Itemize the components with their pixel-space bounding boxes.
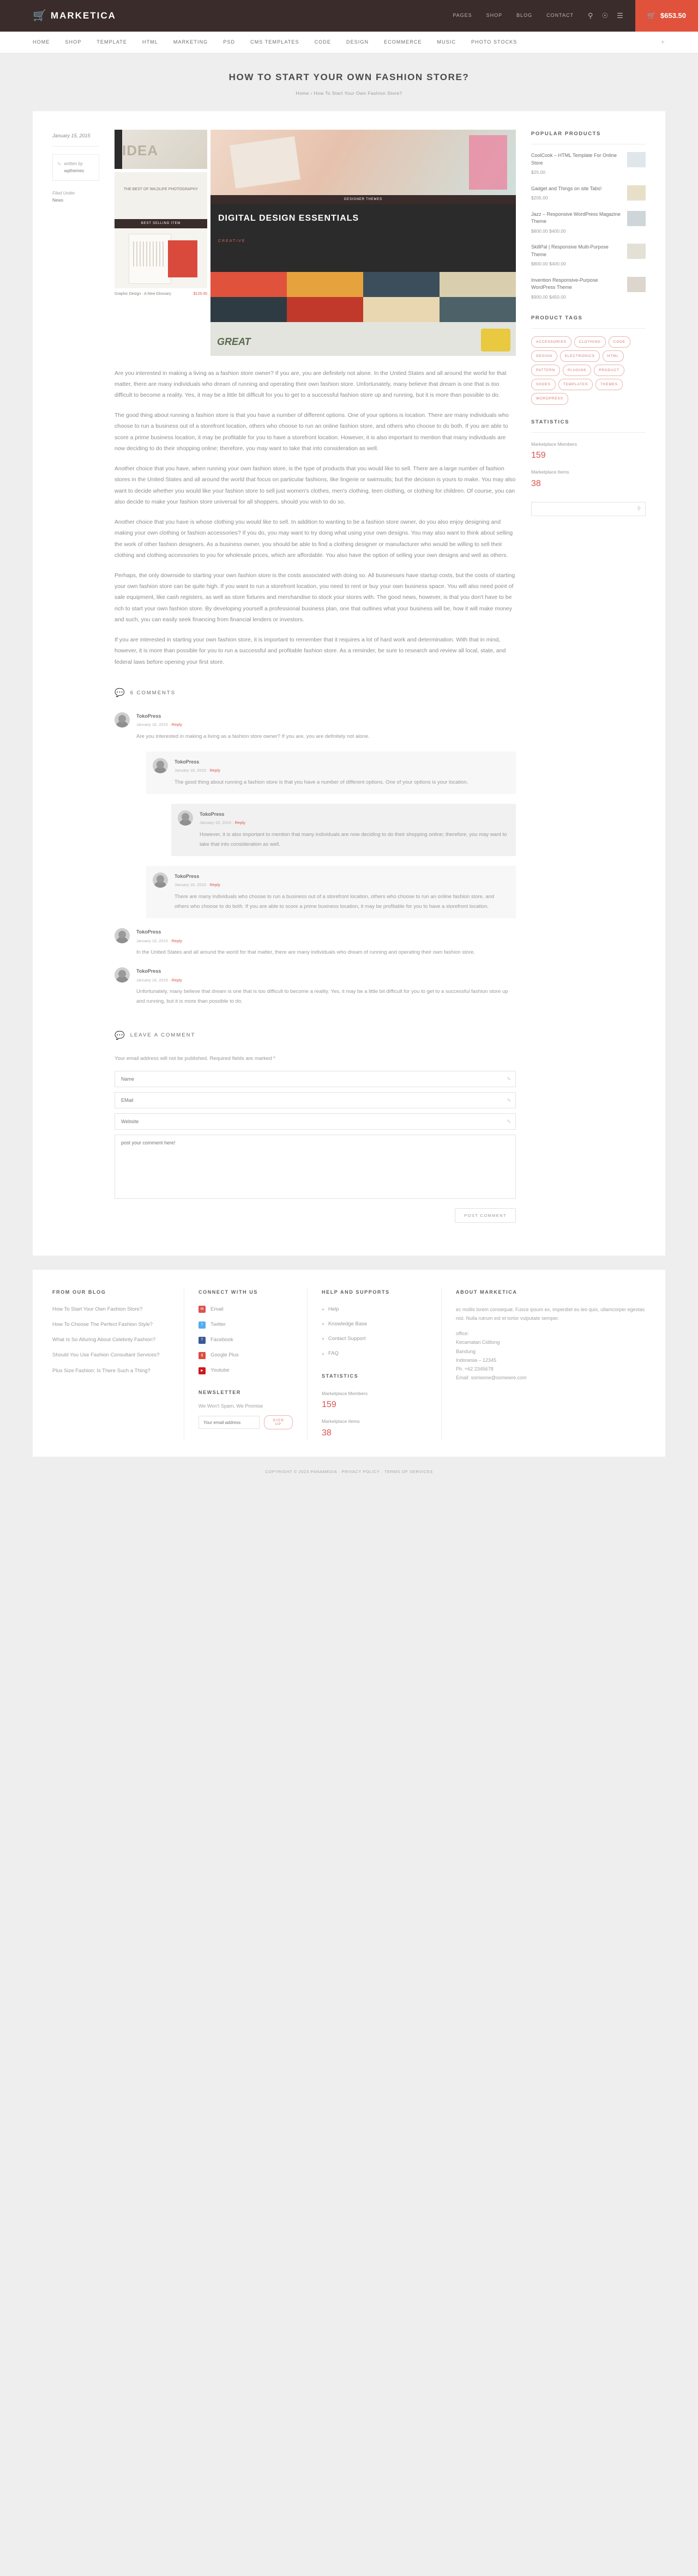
tag-themes[interactable]: THEMES [595,379,623,390]
sidebar [531,130,646,1222]
collage-product-name[interactable]: Graphic Design - A New Glossary [115,292,171,296]
post-author-box [52,154,99,181]
great-text: GREAT [217,336,251,347]
nav-item-template[interactable]: TEMPLATE [97,39,127,45]
collage-column-left [115,130,207,355]
comment-icon: 💬 [115,1031,125,1040]
nav-item-home[interactable]: HOME [33,39,50,45]
stat-value-items: 38 [531,478,541,488]
collage-image-digital-design[interactable] [210,204,516,272]
creative-label: CREATIVE [218,239,246,243]
nav-item-design[interactable]: DESIGN [346,39,369,45]
twitter-icon: t [198,1322,206,1329]
newsletter-signup-button[interactable]: SIGN UP [264,1415,293,1429]
comment-reply-link[interactable]: Reply [209,768,220,773]
social-label: Facebook [210,1337,233,1343]
help-link-knowledge-base[interactable] [322,1320,427,1329]
bullet-icon: ● [322,1322,324,1327]
cart-icon: 🛒 [647,11,656,20]
main-nav [0,32,698,53]
pencil-icon: ✎ [507,1098,511,1104]
collage-image-great[interactable] [210,322,516,356]
footer [33,1270,665,1457]
user-icon[interactable]: ☉ [601,11,609,20]
avatar [153,872,168,888]
name-input[interactable] [115,1071,516,1087]
comment-author[interactable]: TokoPress [200,811,225,817]
tag-design[interactable]: DESIGN [531,350,557,362]
footer-address-line1: Kecamatan Cidilong [456,1339,500,1345]
page-header [0,53,698,111]
product-thumbnail [627,244,646,259]
collage-image-swatches[interactable] [210,272,516,322]
footer-connect-title: CONNECT WITH US [198,1289,258,1295]
footer-address-office: office: [456,1331,469,1337]
comment-item: TokoPress January 16, 2015 · Reply In the United States and all around the world for that matter, there are many individuals who dream of running and operating their own fashion store. [115,928,516,957]
footer-address-line2: Bandung [456,1348,476,1354]
footer-about-text: ec mollis lorem consequat. Fusce ipsum ex, imperdiet eu leo quis, ullamcorper egestas nisl. Nulla rutrum est et tortor vulputate semper. [456,1306,645,1322]
help-link-faq[interactable] [322,1349,427,1358]
post-category-box [52,190,99,204]
newsletter-email-input[interactable] [198,1416,260,1429]
facebook-icon: f [198,1337,206,1344]
newsletter-form [198,1415,293,1429]
pencil-icon: ✎ [507,1119,511,1125]
product-name: SkillPal | Responsive Multi-Purpose Theme [531,244,609,257]
footer-connect-column [184,1288,293,1440]
article-paragraph: If you are interested in starting your own fashion store, it is important to remember that it requires a lot of hard work and determination. With that in mind, however, it is more than possible for you to run a successful and profitable fashion store. As a reminder, be sure to research and review all local, state, and federal laws before opening your first store. [115,636,506,665]
top-nav-pages[interactable]: PAGES [453,13,472,19]
comment-reply-link[interactable]: Reply [209,882,220,888]
footer-blog-title: FROM OUR BLOG [52,1289,106,1295]
collage-product-price: $125.00 [193,292,207,296]
bullet-icon: ● [322,1351,324,1356]
social-label: Email [210,1306,224,1312]
tag-electronics[interactable]: ELECTRONICS [560,350,600,362]
comment-field-wrap [115,1135,516,1202]
social-twitter[interactable] [198,1320,293,1329]
footer-stat-value-members: 159 [322,1400,336,1410]
newsletter-note: We Won't Spam, We Promise [198,1403,263,1409]
product-thumbnail [627,152,646,167]
comment-item: TokoPress January 16, 2015 · Reply Are you interested in making a living as a fashion store owner? If you are, you are definitely not alone. [115,712,516,742]
help-link-label: Help [328,1306,339,1312]
breadcrumb: Home › How To Start Your Own Fashion Store? [296,90,402,96]
footer-help-column [307,1288,427,1440]
email-input[interactable] [115,1092,516,1108]
avatar [153,758,168,773]
collage-image-fashion[interactable] [210,130,516,195]
pencil-icon: ✎ [507,1076,511,1082]
mail-icon: ✉ [198,1306,206,1313]
collage-product-row [115,288,207,298]
article-paragraph: Another choice that you have, when running your own fashion store, is the type of products that you would like to sell. There are a large number of fashion stores in the United States and all around the world that focus on particular fashions, like lingerie or swimsuits; but the decision is yours to make. You may also want to decide whether you would like your fashion store to sell just women's clothes, men's clothing, teen clothing, or clothing for children. Of course, you can also decide to make your fashion store universal for all shoppers, should you wish to do so. [115,465,516,506]
popular-products-title: POPULAR PRODUCTS [531,130,646,144]
social-facebook[interactable] [198,1336,293,1344]
comment-item: TokoPress January 16, 2015 · Reply However, it is also important to mention that many individuals are now deciding to do their shopping online; therefore, you may want to take that into consideration as well. [171,804,516,856]
email-field-wrap [115,1092,516,1108]
help-link-label: Knowledge Base [328,1320,368,1327]
social-google-plus[interactable] [198,1351,293,1360]
tag-clothing[interactable]: CLOTHING [574,336,606,348]
footer-stat-label-items: Marketplace Items [322,1419,360,1425]
social-email[interactable] [198,1305,293,1314]
tag-wordpress[interactable]: WORDPRESS [531,393,568,404]
footer-blog-column [52,1288,170,1440]
product-price: $900.00 $450.00 [531,294,566,300]
image-collage [115,130,516,355]
tag-plugins[interactable]: PLUGINS [563,365,591,376]
comment-text: Are you interested in making a living as a fashion store owner? If you are, you are definitely not alone. [136,733,370,740]
comment-text: There are many individuals who choose to run a business out of a storefront location, others who choose to run an online fashion store, and others who choose to do both. If you are able to score a prime business location, it may be profitable for you to have a storefront location. [174,894,495,910]
comment-submit-row [115,1208,516,1223]
footer-about-column [441,1288,646,1440]
comment-reply-link[interactable]: Reply [234,820,245,826]
stat-label-items: Marketplace Items [531,469,569,475]
nav-item-music[interactable]: MUSIC [437,39,456,45]
top-nav-blog[interactable]: BLOG [516,13,533,19]
filed-under-label: Filed Under [52,190,75,196]
top-bar [0,0,698,32]
article-paragraph: The good thing about running a fashion store is that you have a number of different options. One of your options is location. There are many individuals who choose to run a business out of a storefront location, others who choose to run an online fashion store, and others who choose to do both. If you are able to score a prime business location, it may be profitable for you to have a storefront location. However, it is also important to mention that many individuals are now deciding to do their shopping online; therefore, you may want to take that into consideration as well. [115,411,509,452]
tag-shoes[interactable]: SHOES [531,379,556,390]
footer-stat-value-items: 38 [322,1428,332,1438]
collage-image-idea[interactable] [115,130,207,169]
product-price: $800.00 $400.00 [531,261,566,267]
search-icon[interactable]: ⚲ [637,506,641,512]
nav-item-html[interactable]: HTML [142,39,158,45]
sidebar-product[interactable] [531,185,646,202]
footer-about-title: ABOUT MARKETICA [456,1289,518,1295]
website-input[interactable] [115,1113,516,1130]
comment-author[interactable]: TokoPress [136,929,161,935]
sidebar-product[interactable] [531,277,646,301]
social-youtube[interactable] [198,1366,293,1375]
post-author[interactable]: wpthemes [64,168,85,174]
comment-date: January 16, 2015 [200,820,231,826]
name-field-wrap [115,1071,516,1087]
newsletter-title: NEWSLETTER [198,1389,241,1395]
comment-text: The good thing about running a fashion store is that you have a number of different options. One of your options is your location. [174,779,468,785]
footer-blog-link[interactable]: Plus Size Fashion: Is There Such a Thing? [52,1367,151,1374]
article-paragraph: Another choice that you have is whose clothing you would like to sell. In addition to wanting to be a fashion store owner, do you also enjoy designing and making your own clothing or fashion accessories? If you do, you may want to try doing what using your own designs. You may also want to think about selling the work of other fashion designers. As a business owner, you should be able to find a clothing designer or manufacturer who would be willing to sell their clothing and clothing accessories to you for wholesale prices, which are affordable. You also have the option of selling your own designs and well as others. [115,518,513,559]
collage-image-book[interactable] [115,172,207,219]
tag-code[interactable]: CODE [609,336,630,348]
comment-reply-link[interactable]: Reply [171,938,182,943]
sidebar-product[interactable] [531,152,646,176]
nav-item-photo-stocks[interactable]: PHOTO STOCKS [471,39,518,45]
post-comment-button[interactable]: POST COMMENT [455,1208,516,1223]
comment-author[interactable]: TokoPress [174,874,200,880]
tag-accessories[interactable]: ACCESSORIES [531,336,571,348]
nav-item-psd[interactable]: PSD [223,39,236,45]
statistics-title: STATISTICS [531,418,646,433]
product-tags-title: PRODUCT TAGS [531,314,646,329]
comment-author[interactable]: TokoPress [136,968,161,974]
stat-label-members: Marketplace Members [531,441,577,447]
product-name: Gadget and Things on site Tabs! [531,185,602,191]
book-caption: THE BEST OF WILDLIFE PHOTOGRAPHY [123,187,198,192]
comment-date: January 16, 2015 [174,882,206,888]
cart-button[interactable] [635,0,698,32]
comment-text: However, it is also important to mention that many individuals are now deciding to do their shopping online; therefore, you may want to take that into consideration as well. [200,832,507,848]
content-frame [33,111,665,1255]
collage-column-right [210,130,516,355]
nav-item-marketing[interactable]: MARKETING [173,39,208,45]
article-body [115,130,516,1222]
copyright-bar: COPYRIGHT © 2023 PANAMEDIA · PRIVACY POLICY · TERMS OF SERVICES [265,1469,433,1474]
digital-design-title: DIGITAL DESIGN ESSENTIALS [218,213,359,223]
footer-address-phone: Ph. +62 2345678 [456,1366,494,1372]
post-category[interactable]: News [52,198,64,203]
website-field-wrap [115,1113,516,1130]
footer-address-email[interactable]: Email: someone@somewre.com [456,1375,527,1381]
top-nav-shop[interactable]: SHOP [486,13,503,19]
comment-text: Unfortunately, many believe that dream is one that is too difficult to become a reality. Yes, it may be a little bit difficult for you to get to a successful fashion store up and running, but it is more than possible to do. [136,989,508,1005]
nav-item-cms-templates[interactable]: CMS TEMPLATES [250,39,299,45]
footer-statistics-title: STATISTICS [322,1373,359,1379]
footer-address-line3: Indonesia – 12345 [456,1357,497,1363]
written-by-label: written by [64,161,83,166]
product-thumbnail [627,211,646,226]
comment-author[interactable]: TokoPress [174,759,200,765]
cart-logo-icon: 🛒 [33,9,46,22]
product-price: $205.00 [531,195,548,201]
sidebar-product[interactable] [531,211,646,235]
comment-date: January 16, 2015 [174,768,206,773]
footer-help-title: HELP AND SUPPORTS [322,1289,390,1295]
tag-html[interactable]: HTML [603,350,624,362]
stat-value-members: 159 [531,451,546,460]
page-title: HOW TO START YOUR OWN FASHION STORE? [228,72,470,82]
cart-total: $653.50 [660,11,686,20]
avatar [115,928,130,943]
article-paragraph: Perhaps, the only downside to starting your own fashion store is the costs associated with doing so. All businesses have startup costs, but the costs of starting your own fashion store can be quite high. If you want to run a storefront location, you need to rent or buy your own business space. You will also need point of sale equipment, like cash registers, as well as store fixtures and merchandise to stock your stores with. The good news, however, is that you don't have to be rich to start your own fashion store. By developing yourself a professional business plan, one that outlines what your business will be, how it will make money and such, you can easily seek financing from financial lenders or investors. [115,572,515,623]
product-price: $25.00 [531,169,545,175]
plus-icon[interactable]: + [660,38,665,46]
product-name: Invention Responsive-Purpose WordPress Theme [531,277,598,290]
comment-date: January 16, 2015 [136,938,168,943]
footer-blog-link[interactable]: How To Choose The Perfect Fashion Style? [52,1322,153,1328]
comment-item: TokoPress January 16, 2015 · Reply Unfortunately, many believe that dream is one that is too difficult to become a reality. Yes, it may be a little bit difficult for you to get to a successful fashion store up and running, but it is more than possible to do. [115,967,516,1007]
tag-templates[interactable]: TEMPLATES [558,379,593,390]
pencil-icon: ✎ [57,161,62,167]
social-label: Twitter [210,1321,226,1328]
leave-comment-title: LEAVE A COMMENT [130,1032,196,1039]
help-link-label: Contact Support [328,1336,366,1342]
footer-blog-link[interactable]: Should You Use Fashion Consultant Services? [52,1352,160,1359]
bullet-icon: ● [322,1336,324,1342]
best-selling-caption: BEST SELLING ITEM [115,219,207,228]
site-logo[interactable] [33,8,116,24]
menu-icon[interactable]: ☰ [617,11,623,20]
comment-form-notice: Your email address will not be published. Required fields are marked * [115,1056,275,1062]
help-link-contact-support[interactable] [322,1335,427,1343]
avatar [115,967,130,983]
youtube-icon: ► [198,1367,206,1374]
article-paragraph: Are you interested in making a living as a fashion store owner? If you are, you are definitely not alone. In the United States and all around the world for that matter, there are many individuals who dream of running and operating their own fashion store. Unfortunately, many believe that dream is one that is too difficult to become a reality. Yes, it may be a little bit difficult for you to get to a successful fashion store up and running, but it is more than possible to do. [115,369,507,399]
product-name: Jazz – Responsive WordPress Magazine Theme [531,211,621,225]
footer-blog-link[interactable]: What Is So Alluring About Celebrity Fashion? [52,1337,156,1343]
tag-pattern[interactable]: PATTERN [531,365,560,376]
nav-item-code[interactable]: CODE [314,39,331,45]
comment-textarea[interactable] [115,1135,516,1199]
comment-reply-link[interactable]: Reply [171,722,182,728]
designer-themes-caption: DESIGNER THEMES [210,195,516,204]
social-label: Youtube [210,1367,230,1374]
google-plus-icon: g [198,1352,206,1359]
top-nav [453,11,574,20]
help-link-help[interactable] [322,1305,427,1314]
avatar [178,810,193,826]
top-nav-contact[interactable]: CONTACT [546,13,574,19]
avatar [115,712,130,728]
comment-item: TokoPress January 16, 2015 · Reply There are many individuals who choose to run a business out of a storefront location, others who choose to run an online fashion store, and others who choose to do both. If you are able to score a prime business location, it may be profitable for you to have a storefront location. [146,866,516,918]
product-name: CoolCook – HTML Template For Online Store [531,153,617,166]
idea-text: IDEA [122,142,159,159]
comments-heading [115,686,516,700]
leave-comment-heading [115,1029,516,1043]
comment-date: January 16, 2015 [136,977,168,983]
product-tags [531,336,646,404]
footer-stat-label-members: Marketplace Members [322,1390,368,1396]
bullet-icon: ● [322,1307,324,1312]
comment-item: TokoPress January 16, 2015 · Reply The good thing about running a fashion store is that you have a number of different options. One of your options is your location. [146,751,516,794]
nav-item-ecommerce[interactable]: ECOMMERCE [384,39,422,45]
comment-author[interactable]: TokoPress [136,713,161,719]
post-date: January 15, 2015 [52,132,99,146]
comment-icon: 💬 [115,688,125,698]
product-thumbnail [627,277,646,292]
search-icon[interactable]: ⚲ [587,11,593,20]
collage-image-graphic-design[interactable] [115,228,207,288]
comment-date: January 16, 2015 [136,722,168,728]
post-meta-column [52,130,99,1222]
comment-reply-link[interactable]: Reply [171,977,182,983]
product-price: $800.00 $400.00 [531,228,566,234]
sidebar-search[interactable] [531,502,646,516]
nav-item-shop[interactable]: SHOP [65,39,82,45]
logo-text: MARKETICA [50,10,116,21]
help-link-label: FAQ [328,1350,339,1357]
footer-blog-link[interactable]: How To Start Your Own Fashion Store? [52,1306,143,1312]
comment-text: In the United States and all around the world for that matter, there are many individuals who dream of running and operating their own fashion store. [136,949,476,956]
comments-count: 6 COMMENTS [130,689,176,696]
product-thumbnail [627,185,646,201]
tag-product[interactable]: PRODUCT [594,365,624,376]
top-icons [588,10,623,22]
sidebar-product[interactable] [531,244,646,268]
social-label: Google Plus [210,1352,239,1359]
